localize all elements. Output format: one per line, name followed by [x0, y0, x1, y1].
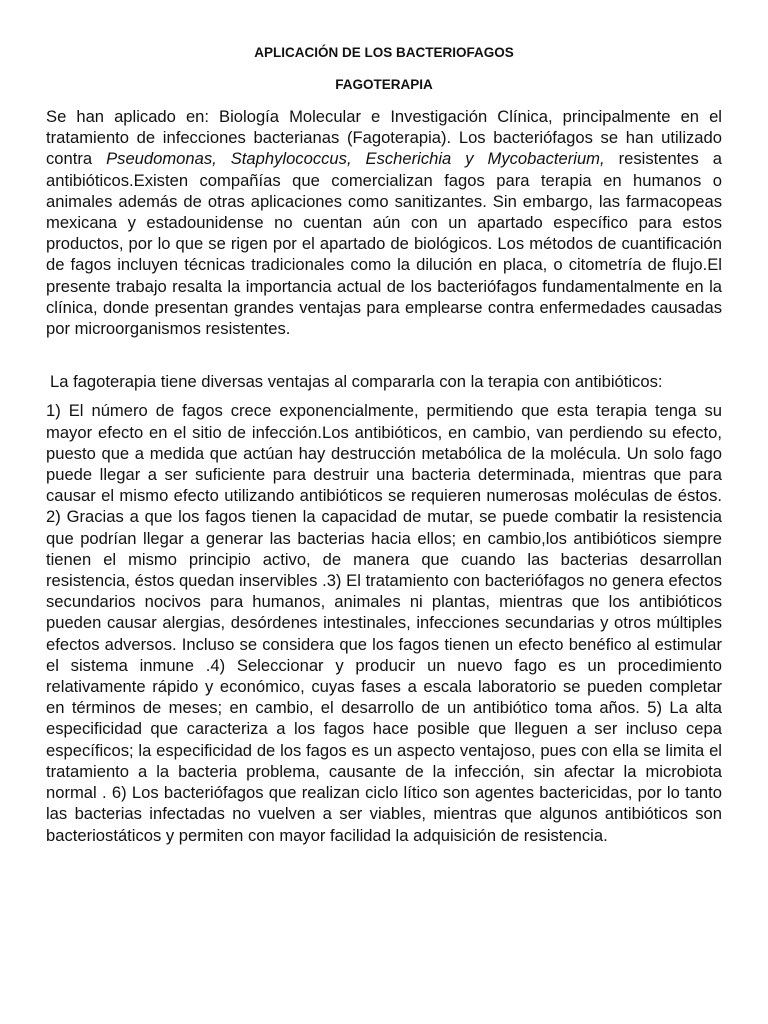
bacteria-names-italic: Pseudomonas, Staphylococcus, Escherichia y Mycobacterium, — [106, 149, 605, 169]
advantages-list-paragraph: 1) El número de fagos crece exponencialmente, permitiendo que esta terapia tenga su mayor efecto en el sitio de infección.Los antibióticos, en cambio, van perdiendo su efecto, puesto que a medida que actúan hay destrucción metabólica de la molécula. Un solo fago puede llegar a ser suficiente para destruir una bacteria determinada, mientras que para causar el mismo efecto utilizando antibióticos se requieren numerosas moléculas de éstos. 2) Gracias a que los fagos tienen la capacidad de mutar, se puede combatir la resistencia que podrían llegar a generar las bacterias hacia ellos; en cambio,los antibióticos siempre tienen el mismo principio activo, de manera que cuando las bacterias desarrollan resistencia, éstos quedan inservibles .3) El tratamiento con bacteriófagos no genera efectos secundarios nocivos para humanos, animales ni plantas, mientras que los antibióticos pueden causar alergias, desórdenes intestinales, infecciones secundarias y otros múltiples efectos adversos. Incluso se considera que los fagos tienen un efecto benéfico al estimular el sistema inmune .4) Seleccionar y producir un nuevo fago es un procedimiento relativamente rápido y económico, cuyas fases a escala laboratorio se pueden completar en términos de meses; en cambio, el desarrollo de un antibiótico toma años. 5) La alta especificidad que caracteriza a los fagos hace posible que lleguen a ser incluso cepa específicos; la especificidad de los fagos es un aspecto ventajoso, pues con ella se limita el tratamiento a la bacteria problema, causante de la infección, sin afectar la microbiota normal . 6) Los bacteriófagos que realizan ciclo lítico son agentes bactericidas, por lo tanto las bacterias infectadas no vuelven a ser viables, mientras que algunos antibióticos son bacteriostáticos y permiten con mayor facilidad la adquisición de resistencia. — [46, 401, 722, 845]
document-page — [46, 44, 722, 846]
intro-text-end: resistentes a antibióticos.Existen compañías que comercializan fagos para terapia en humanos o animales además de otras aplicaciones como sanitizantes. Sin embargo, las farmacopeas mexicana y estadounidense no cuentan aún con un apartado específico para estos productos, por lo que se rigen por el apartado de biológicos. Los métodos de cuantificación de fagos incluyen técnicas tradicionales como la dilución en placa, o citometría de flujo.El presente trabajo resalta la importancia actual de los bacteriófagos fundamentalmente en la clínica, donde presentan grandes ventajas para emplearse contra enfermedades causadas por microorganismos resistentes. — [46, 149, 723, 339]
intro-paragraph — [46, 106, 722, 339]
document-title: APLICACIÓN DE LOS BACTERIOFAGOS — [254, 45, 514, 60]
document-subtitle: FAGOTERAPIA — [335, 77, 433, 92]
intro-text-start: Se han aplicado en: Biología Molecular e Investigación Clínica, principalmente en el tratamiento de infecciones bacterianas (Fagoterapia). Los bacteriófagos se han utilizado contra — [46, 107, 722, 169]
advantages-intro-paragraph: La fagoterapia tiene diversas ventajas al compararla con la terapia con antibióticos: — [50, 372, 663, 392]
